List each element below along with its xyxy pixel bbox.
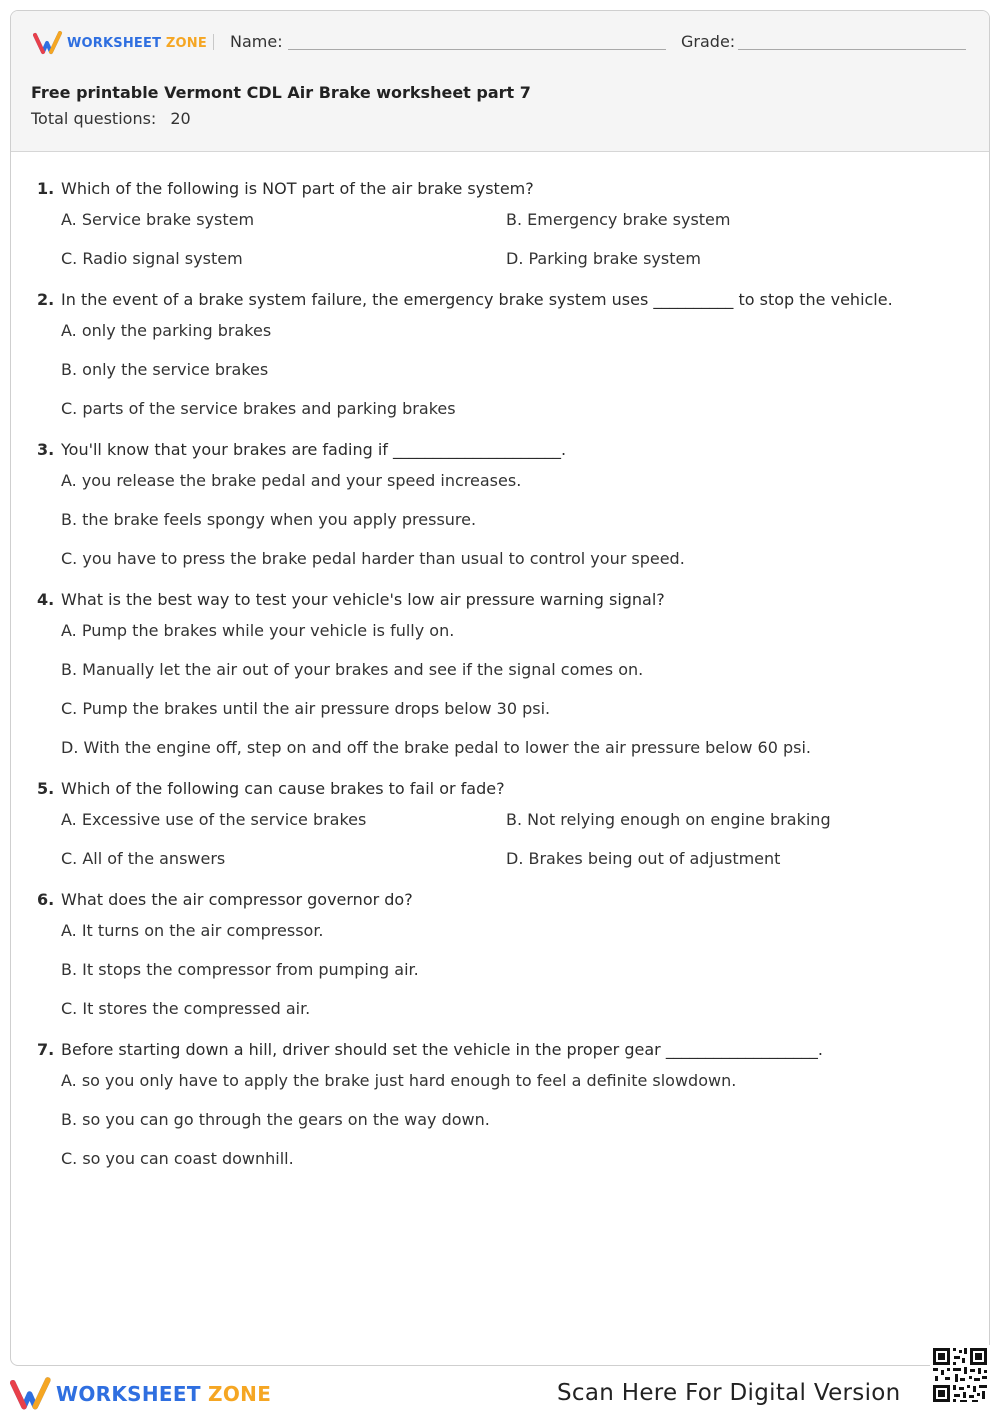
scan-text: Scan Here For Digital Version bbox=[557, 1380, 901, 1406]
answer-option[interactable]: B. the brake feels spongy when you apply pressure. bbox=[61, 510, 477, 529]
grade-label: Grade: bbox=[681, 32, 736, 51]
question-5 bbox=[37, 779, 967, 869]
answer-option[interactable]: B. Emergency brake system bbox=[506, 210, 731, 229]
answer-option[interactable]: C. you have to press the brake pedal harder than usual to control your speed. bbox=[61, 549, 685, 568]
question-text: In the event of a brake system failure, the emergency brake system uses __________ to stop the vehicle. bbox=[61, 290, 893, 309]
total-questions-label: Total questions: bbox=[31, 109, 157, 128]
question-2 bbox=[37, 290, 967, 419]
answer-option[interactable]: B. only the service brakes bbox=[61, 360, 269, 379]
total-questions-value: 20 bbox=[170, 109, 191, 128]
total-questions bbox=[31, 109, 191, 128]
answer-option[interactable]: A. Service brake system bbox=[61, 210, 255, 229]
answer-option[interactable]: C. Pump the brakes until the air pressure drops below 30 psi. bbox=[61, 699, 551, 718]
qr-code-icon[interactable] bbox=[930, 1345, 990, 1405]
answer-option[interactable]: C. All of the answers bbox=[61, 849, 226, 868]
worksheetzone-logo-icon bbox=[10, 1377, 52, 1411]
worksheet-sheet bbox=[10, 10, 990, 1366]
brand-word-worksheet: WORKSHEET bbox=[67, 35, 162, 51]
answer-option[interactable]: B. so you can go through the gears on the way down. bbox=[61, 1110, 490, 1129]
answer-option[interactable]: C. Radio signal system bbox=[61, 249, 243, 268]
header-divider bbox=[213, 34, 214, 50]
question-6 bbox=[37, 890, 967, 1019]
question-1 bbox=[37, 179, 967, 269]
answer-option[interactable]: A. so you only have to apply the brake just hard enough to feel a definite slowdown. bbox=[61, 1071, 737, 1090]
brand-word-zone: ZONE bbox=[208, 1382, 272, 1406]
header-row bbox=[33, 31, 973, 57]
question-4 bbox=[37, 590, 967, 758]
question-number: 7. bbox=[37, 1040, 55, 1059]
answer-option[interactable]: D. Parking brake system bbox=[506, 249, 701, 268]
worksheetzone-logo-icon bbox=[33, 31, 63, 55]
question-number: 3. bbox=[37, 440, 55, 459]
worksheet-header bbox=[11, 11, 989, 152]
worksheet-title: Free printable Vermont CDL Air Brake worksheet part 7 bbox=[31, 83, 531, 102]
question-number: 1. bbox=[37, 179, 55, 198]
answer-option[interactable]: C. parts of the service brakes and parking brakes bbox=[61, 399, 456, 418]
name-label: Name: bbox=[230, 32, 283, 51]
answer-option[interactable]: D. With the engine off, step on and off the brake pedal to lower the air pressure below 60 psi. bbox=[61, 738, 811, 757]
question-3 bbox=[37, 440, 967, 569]
answer-option[interactable]: A. It turns on the air compressor. bbox=[61, 921, 324, 940]
footer-brand-text bbox=[56, 1382, 271, 1406]
question-7 bbox=[37, 1040, 967, 1169]
answer-option[interactable]: B. Not relying enough on engine braking bbox=[506, 810, 831, 829]
brand-word-zone: ZONE bbox=[165, 35, 207, 51]
answer-option[interactable]: A. Pump the brakes while your vehicle is fully on. bbox=[61, 621, 455, 640]
grade-field[interactable] bbox=[738, 49, 966, 50]
header-brand-text bbox=[67, 36, 207, 51]
answer-option[interactable]: B. Manually let the air out of your brakes and see if the signal comes on. bbox=[61, 660, 644, 679]
question-text: Which of the following is NOT part of the air brake system? bbox=[61, 179, 534, 198]
question-text: You'll know that your brakes are fading if _____________________. bbox=[61, 440, 567, 459]
question-text: Before starting down a hill, driver should set the vehicle in the proper gear ___________________. bbox=[61, 1040, 823, 1059]
answer-option[interactable]: B. It stops the compressor from pumping air. bbox=[61, 960, 419, 979]
question-list bbox=[37, 179, 967, 1190]
answer-option[interactable]: A. you release the brake pedal and your speed increases. bbox=[61, 471, 522, 490]
answer-option[interactable]: D. Brakes being out of adjustment bbox=[506, 849, 781, 868]
name-field[interactable] bbox=[288, 49, 666, 50]
answer-option[interactable]: A. only the parking brakes bbox=[61, 321, 272, 340]
question-text: What does the air compressor governor do? bbox=[61, 890, 413, 909]
question-text: Which of the following can cause brakes to fail or fade? bbox=[61, 779, 505, 798]
answer-option[interactable]: A. Excessive use of the service brakes bbox=[61, 810, 367, 829]
header-logo[interactable] bbox=[33, 31, 207, 55]
question-text: What is the best way to test your vehicle's low air pressure warning signal? bbox=[61, 590, 665, 609]
brand-word-worksheet: WORKSHEET bbox=[56, 1382, 201, 1406]
question-number: 5. bbox=[37, 779, 55, 798]
question-number: 6. bbox=[37, 890, 55, 909]
question-number: 2. bbox=[37, 290, 55, 309]
answer-option[interactable]: C. so you can coast downhill. bbox=[61, 1149, 294, 1168]
question-number: 4. bbox=[37, 590, 55, 609]
footer-logo[interactable] bbox=[10, 1377, 271, 1411]
answer-option[interactable]: C. It stores the compressed air. bbox=[61, 999, 311, 1018]
